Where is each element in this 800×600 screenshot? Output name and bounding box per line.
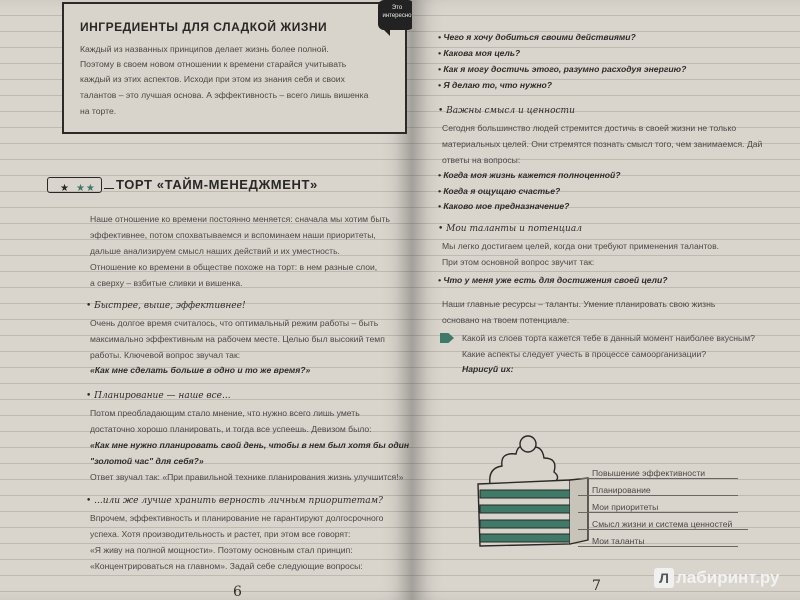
- question-line: • Как я могу достичь этого, разумно расходуя энергию?: [438, 64, 687, 74]
- subheading-talents: • Мои таланты и потенциал: [438, 224, 582, 234]
- task-prompt: Нарисуй их:: [462, 364, 514, 374]
- intro-line: Отношение ко времени в обществе похоже на торт: в нем разные слои,: [90, 262, 378, 272]
- section-title: ТОРТ «ТАЙМ-МЕНЕДЖМЕНТ»: [116, 177, 318, 192]
- body-line: работы. Ключевой вопрос звучал так:: [90, 350, 241, 360]
- intro-line: Наше отношение ко времени постоянно меняется: сначала мы хотим быть: [90, 214, 390, 224]
- body-line: Сегодня большинство людей стремится достичь в своей жизни не только: [442, 123, 737, 133]
- cream-icon: [490, 436, 558, 484]
- heading-connector: [104, 188, 114, 189]
- page-number: 6: [233, 584, 242, 600]
- intro-line: а сверху – взбитые сливки и вишенка.: [90, 278, 243, 288]
- info-box-line: талантов – это лучшая основа. А эффективность – всего лишь вишенка: [80, 90, 369, 100]
- body-line: Очень долгое время считалось, что оптимальный режим работы – быть: [90, 318, 379, 328]
- body-line: Впрочем, эффективность и планирование не гарантируют долгосрочного: [90, 513, 384, 523]
- question-line: • Каково мое предназначение?: [438, 201, 570, 211]
- task-line: Какой из слоев торта кажется тебе в данный момент наиболее вкусным?: [462, 333, 755, 343]
- star-icon: ★ ★★: [60, 183, 96, 194]
- watermark: лабиринт.ру: [676, 568, 780, 587]
- question-line: • Я делаю то, что нужно?: [438, 80, 553, 90]
- body-line: «Я живу на полной мощности». Поэтому основным стал принцип:: [90, 545, 353, 555]
- info-box-line: каждый из этих аспектов. Исходи при этом из знания себя и своих: [80, 74, 345, 84]
- body-line: ответы на вопросы:: [442, 155, 521, 165]
- subheading-priorities: • ...или же лучше хранить верность личным приоритетам?: [86, 496, 383, 506]
- intro-line: дальше анализируем смысл наших действий и их уместность.: [90, 246, 340, 256]
- body-line: Наши главные ресурсы – таланты. Умение планировать свою жизнь: [442, 299, 716, 309]
- cake-illustration: [470, 412, 595, 552]
- cake-layers-icon: [478, 478, 588, 546]
- body-line: материальных целей. Они стремятся познать смысл того, чем занимаемся. Дай: [442, 139, 763, 149]
- page-number: 7: [592, 578, 601, 594]
- question-line: • Какова моя цель?: [438, 48, 521, 58]
- subheading-faster: • Быстрее, выше, эффективнее!: [86, 301, 246, 311]
- info-box-title: ИНГРЕДИЕНТЫ ДЛЯ СЛАДКОЙ ЖИЗНИ: [80, 20, 328, 34]
- difficulty-stars: [47, 177, 102, 193]
- speech-bubble-tail: [382, 28, 390, 36]
- intro-line: эффективнее, потом спохватываемся и вспоминаем наши приоритеты,: [90, 230, 376, 240]
- info-box-line: Поэтому в своем новом отношении к времени старайся учитывать: [80, 59, 347, 69]
- body-line: «Концентрироваться на главном». Задай себе следующие вопросы:: [90, 561, 363, 571]
- question-line: • Когда моя жизнь кажется полноценной?: [438, 170, 621, 180]
- info-box-line: Каждый из названных принципов делает жизнь более полной.: [80, 44, 329, 54]
- body-line: достаточно хорошо планировать, и тогда все успеешь. Девизом было:: [90, 424, 372, 434]
- info-box-line: на торте.: [80, 106, 117, 116]
- body-line: Ответ звучал так: «При правильной технике планирования жизнь улучшится!»: [90, 472, 404, 482]
- info-badge: Это интересно: [382, 5, 412, 19]
- subheading-values: • Важны смысл и ценности: [438, 106, 575, 116]
- body-line: максимально эффективным на рабочем месте. Целью был высокий темп: [90, 334, 385, 344]
- body-line: успеха. Хотя производительность и растет, при этом все говорят:: [90, 529, 351, 539]
- cake-label: Планирование: [592, 485, 651, 495]
- watermark-logo-icon: Л: [654, 568, 674, 588]
- cake-label: Смысл жизни и система ценностей: [592, 519, 733, 529]
- cake-label: Повышение эффективности: [592, 468, 706, 478]
- subheading-planning: • Планирование — наше все...: [86, 391, 231, 401]
- body-line: Мы легко достигаем целей, когда они требуют применения талантов.: [442, 241, 720, 251]
- body-line: Потом преобладающим стало мнение, что нужно всего лишь уметь: [90, 408, 360, 418]
- body-line: При этом основной вопрос звучит так:: [442, 257, 595, 267]
- cake-label: Мои приоритеты: [592, 502, 659, 512]
- quote-line: «Как мне нужно планировать свой день, чтобы в нем был хотя бы один: [90, 440, 410, 450]
- task-line: Какие аспекты следует учесть в процессе самоорганизации?: [462, 349, 707, 359]
- body-line: основано на твоем потенциале.: [442, 315, 570, 325]
- quote-line: «Как мне сделать больше в одно и то же время?»: [90, 365, 311, 375]
- question-line: • Чего я хочу добиться своими действиями?: [438, 32, 636, 42]
- question-line: • Что у меня уже есть для достижения своей цели?: [438, 275, 668, 285]
- cake-label: Мои таланты: [592, 536, 645, 546]
- quote-line: "золотой час" для себя?»: [90, 456, 204, 466]
- question-line: • Когда я ощущаю счастье?: [438, 186, 561, 196]
